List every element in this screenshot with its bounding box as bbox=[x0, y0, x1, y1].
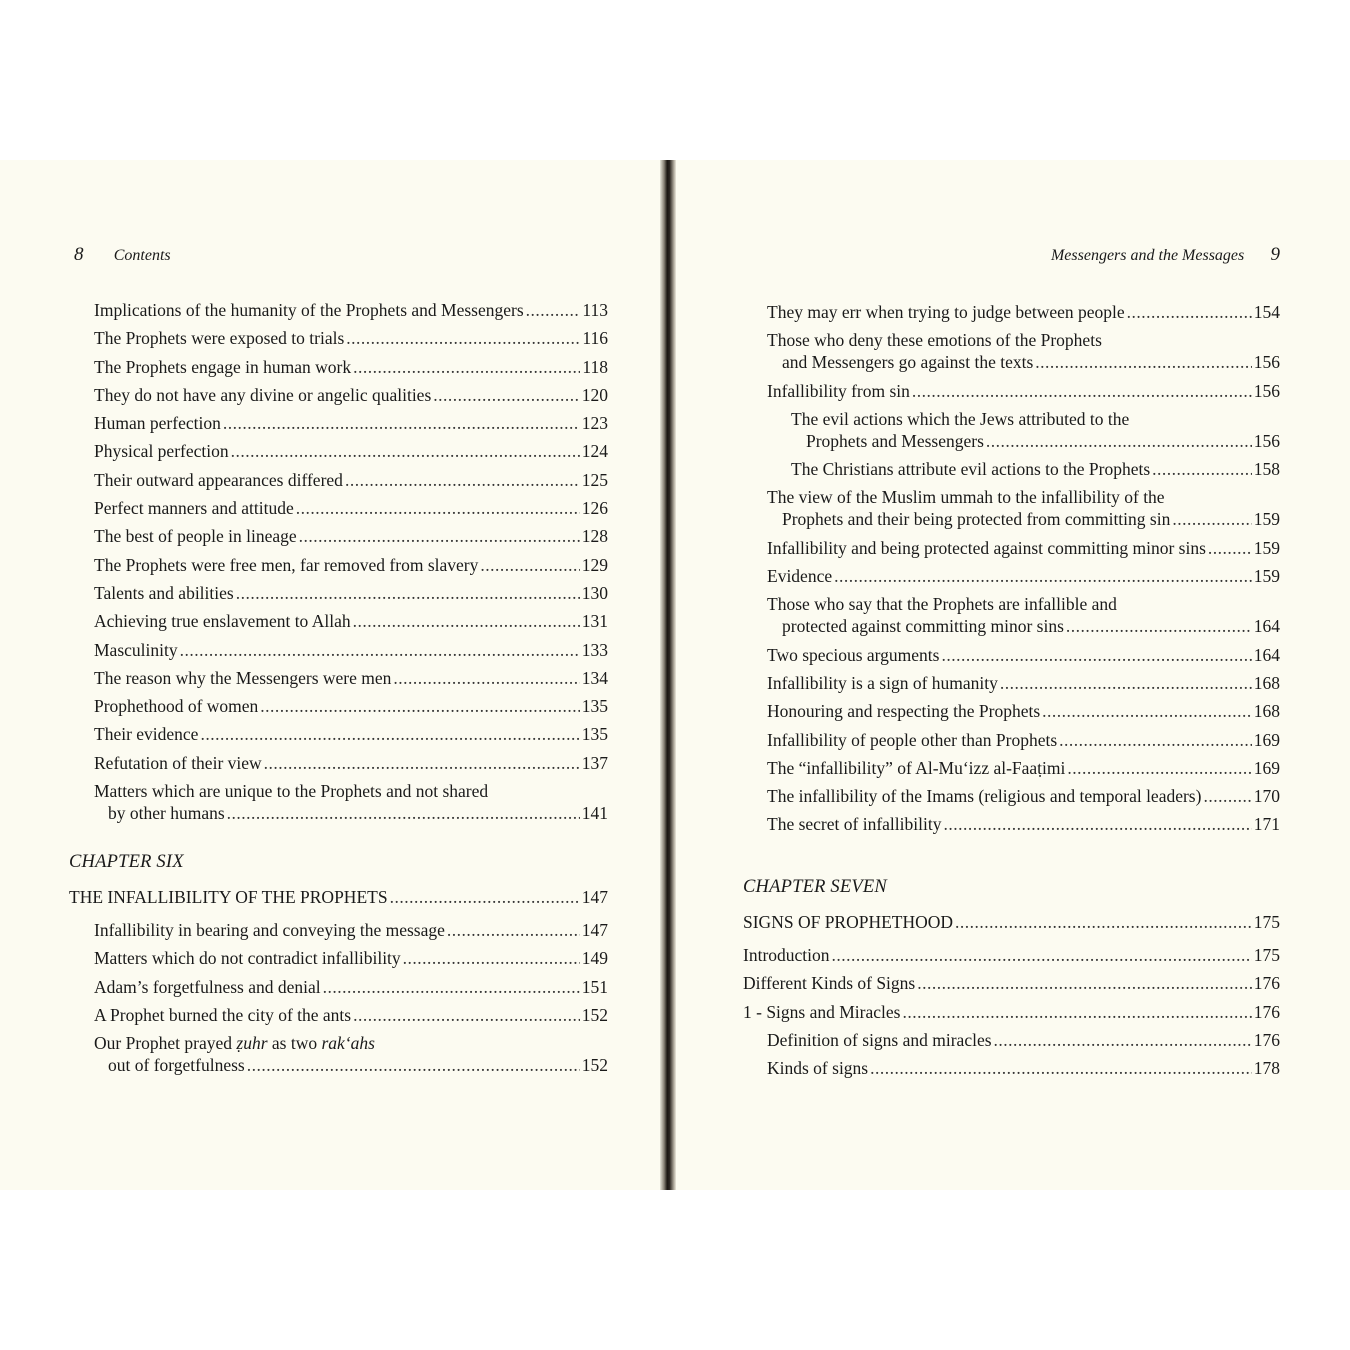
leader-dots bbox=[200, 723, 579, 745]
leader-dots bbox=[223, 412, 580, 434]
toc-entry bbox=[767, 757, 1280, 779]
toc-entry bbox=[94, 976, 608, 998]
right-toc-list-chapter-seven bbox=[743, 944, 1280, 1085]
toc-entry-page: 169 bbox=[1253, 757, 1280, 778]
toc-entry-title: The infallibility of the Imams (religious and temporal leaders) bbox=[767, 786, 1202, 807]
toc-entry-page: 128 bbox=[581, 526, 608, 547]
leader-dots bbox=[955, 911, 1252, 933]
leader-dots bbox=[1203, 785, 1251, 807]
toc-entry-page: 126 bbox=[581, 498, 608, 519]
toc-entry-page: 124 bbox=[581, 441, 608, 462]
toc-entry-page: 130 bbox=[581, 582, 608, 603]
chapter-title-page: 147 bbox=[581, 887, 608, 907]
leader-dots bbox=[393, 667, 579, 689]
toc-entry bbox=[94, 723, 608, 745]
toc-entry bbox=[767, 1029, 1280, 1051]
leader-dots bbox=[526, 299, 581, 321]
toc-entry bbox=[94, 695, 608, 717]
toc-entry bbox=[94, 919, 608, 941]
toc-entry-title: Kinds of signs bbox=[767, 1058, 869, 1079]
right-page-header bbox=[1024, 244, 1280, 266]
toc-entry-page: 169 bbox=[1253, 729, 1280, 750]
toc-entry bbox=[94, 469, 608, 491]
toc-entry bbox=[767, 537, 1280, 559]
leader-dots bbox=[1172, 508, 1251, 530]
leader-dots bbox=[447, 919, 580, 941]
toc-entry-page: 168 bbox=[1253, 672, 1280, 693]
toc-entry-page: 159 bbox=[1253, 537, 1280, 558]
left-running-head: Contents bbox=[113, 247, 171, 264]
toc-entry-page: 164 bbox=[1253, 616, 1280, 637]
toc-entry bbox=[767, 593, 1280, 637]
toc-entry bbox=[743, 1001, 1280, 1023]
toc-entry-page: 159 bbox=[1253, 509, 1280, 530]
toc-entry-title: Our Prophet prayed ẓuhr as two rak‘ahs bbox=[94, 1033, 375, 1053]
toc-entry-page: 116 bbox=[582, 328, 608, 349]
toc-entry-title: out of forgetfulness bbox=[108, 1055, 245, 1075]
toc-entry-page: 158 bbox=[1253, 459, 1280, 480]
leader-dots bbox=[834, 565, 1252, 587]
toc-entry-page: 135 bbox=[581, 724, 608, 745]
toc-entry bbox=[94, 327, 608, 349]
leader-dots bbox=[227, 802, 580, 824]
leader-dots bbox=[832, 944, 1252, 966]
leader-dots bbox=[1000, 672, 1252, 694]
toc-entry bbox=[94, 639, 608, 661]
toc-entry bbox=[94, 412, 608, 434]
toc-entry-title: Masculinity bbox=[94, 639, 178, 660]
toc-entry-page: 156 bbox=[1253, 430, 1280, 451]
toc-entry bbox=[743, 944, 1280, 966]
leader-dots bbox=[1035, 351, 1251, 373]
toc-entry-page: 131 bbox=[581, 611, 608, 632]
right-toc-list bbox=[767, 301, 1280, 842]
toc-entry-title: Implications of the humanity of the Prophets and Messengers bbox=[94, 300, 524, 320]
toc-entry-title: Matters which do not contradict infallibility bbox=[94, 948, 401, 969]
toc-entry-page: 118 bbox=[582, 356, 608, 377]
left-toc-list bbox=[94, 299, 608, 780]
toc-entry-page: 178 bbox=[1253, 1058, 1280, 1079]
toc-entry-title: and Messengers go against the texts bbox=[782, 352, 1034, 373]
leader-dots bbox=[917, 972, 1252, 994]
toc-entry-page: 134 bbox=[581, 667, 608, 688]
leader-dots bbox=[296, 497, 580, 519]
right-page bbox=[676, 160, 1350, 1190]
toc-entry-page: 137 bbox=[581, 752, 608, 773]
toc-entry-title: Those who deny these emotions of the Prophets bbox=[767, 330, 1102, 351]
toc-entry bbox=[743, 972, 1280, 994]
leader-dots bbox=[1208, 537, 1252, 559]
left-page bbox=[0, 160, 660, 1190]
leader-dots bbox=[264, 752, 580, 774]
leader-dots bbox=[299, 525, 580, 547]
chapter-title-text: SIGNS OF PROPHETHOOD bbox=[743, 912, 954, 932]
toc-entry bbox=[94, 356, 608, 378]
chapter-title-page: 175 bbox=[1253, 912, 1280, 932]
toc-entry-title: Achieving true enslavement to Allah bbox=[94, 611, 351, 632]
toc-entry bbox=[767, 700, 1280, 722]
toc-entry bbox=[767, 565, 1280, 587]
toc-entry-title: Infallibility of people other than Prophets bbox=[767, 729, 1058, 750]
toc-entry-title: Definition of signs and miracles bbox=[767, 1029, 992, 1050]
chapter-six-title bbox=[69, 886, 608, 908]
left-toc-list-chapter-six bbox=[94, 919, 608, 1032]
toc-entry bbox=[767, 380, 1280, 402]
toc-entry-title: The Prophets were free men, far removed from slavery bbox=[94, 554, 479, 575]
leader-dots bbox=[260, 695, 579, 717]
toc-entry-page: 175 bbox=[1253, 945, 1280, 965]
toc-entry bbox=[767, 672, 1280, 694]
toc-entry-page: 154 bbox=[1253, 302, 1280, 322]
toc-entry bbox=[767, 644, 1280, 666]
leader-dots bbox=[345, 469, 580, 491]
left-page-header bbox=[74, 244, 171, 266]
leader-dots bbox=[236, 582, 580, 604]
leader-dots bbox=[1059, 729, 1252, 751]
toc-entry-title: Prophets and Messengers bbox=[806, 430, 984, 451]
leader-dots bbox=[403, 947, 580, 969]
leader-dots bbox=[346, 327, 580, 349]
leader-dots bbox=[1127, 301, 1252, 323]
toc-entry bbox=[94, 1004, 608, 1026]
toc-entry bbox=[767, 486, 1280, 530]
leader-dots bbox=[353, 356, 580, 378]
leader-dots bbox=[1066, 615, 1252, 637]
toc-entry bbox=[767, 813, 1280, 835]
toc-entry-page: 147 bbox=[581, 920, 608, 940]
toc-entry-zuhr bbox=[94, 1032, 608, 1076]
toc-entry bbox=[767, 301, 1280, 323]
toc-entry-title: Infallibility is a sign of humanity bbox=[767, 672, 998, 693]
toc-entry-page: 156 bbox=[1253, 380, 1280, 401]
chapter-title-text: THE INFALLIBILITY OF THE PROPHETS bbox=[69, 887, 388, 907]
toc-entry bbox=[791, 458, 1280, 480]
toc-entry-title: Infallibility in bearing and conveying the message bbox=[94, 920, 445, 940]
left-page-number: 8 bbox=[74, 244, 84, 265]
leader-dots bbox=[941, 644, 1251, 666]
toc-entry bbox=[94, 497, 608, 519]
toc-entry-title: The best of people in lineage bbox=[94, 526, 297, 547]
toc-entry bbox=[767, 1057, 1280, 1079]
toc-entry-page: 176 bbox=[1253, 1001, 1280, 1022]
toc-entry-page: 170 bbox=[1253, 786, 1280, 807]
toc-entry-title: Evidence bbox=[767, 566, 833, 587]
leader-dots bbox=[994, 1029, 1252, 1051]
leader-dots bbox=[353, 1004, 580, 1026]
leader-dots bbox=[390, 886, 580, 908]
toc-entry-title: Introduction bbox=[743, 945, 830, 965]
leader-dots bbox=[353, 610, 580, 632]
toc-entry bbox=[94, 554, 608, 576]
toc-entry bbox=[94, 384, 608, 406]
toc-entry-title: The reason why the Messengers were men bbox=[94, 667, 392, 688]
chapter-seven-title bbox=[743, 911, 1280, 933]
right-running-head: Messengers and the Messages bbox=[1050, 247, 1245, 264]
toc-entry bbox=[94, 947, 608, 969]
toc-entry-page: 133 bbox=[581, 639, 608, 660]
toc-entry-page: 156 bbox=[1253, 352, 1280, 373]
right-page-number: 9 bbox=[1270, 244, 1280, 265]
toc-entry-page: 171 bbox=[1253, 814, 1280, 835]
leader-dots bbox=[870, 1057, 1252, 1079]
chapter-seven-label: CHAPTER SEVEN bbox=[743, 877, 887, 897]
toc-entry-title: The “infallibility” of Al-Mu‘izz al-Faaṭimi bbox=[767, 757, 1066, 778]
toc-entry-page: 120 bbox=[581, 384, 608, 405]
toc-entry-page: 164 bbox=[1253, 644, 1280, 665]
toc-entry-page: 152 bbox=[581, 1004, 608, 1025]
toc-entry-page: 113 bbox=[582, 300, 608, 320]
toc-entry-title: The view of the Muslim ummah to the infallibility of the bbox=[767, 487, 1165, 508]
toc-entry-title: Those who say that the Prophets are infallible and bbox=[767, 594, 1117, 615]
toc-entry-title: The evil actions which the Jews attributed to the bbox=[791, 408, 1130, 429]
toc-entry-page: 129 bbox=[581, 554, 608, 575]
toc-entry-title: Infallibility from sin bbox=[767, 380, 910, 401]
toc-entry-title: The Prophets engage in human work bbox=[94, 356, 352, 377]
toc-entry bbox=[94, 440, 608, 462]
toc-entry bbox=[94, 525, 608, 547]
toc-entry bbox=[767, 729, 1280, 751]
toc-entry bbox=[94, 299, 608, 321]
toc-entry-page: 151 bbox=[581, 976, 608, 997]
toc-entry bbox=[791, 408, 1280, 452]
toc-entry-page: 152 bbox=[581, 1055, 608, 1075]
toc-entry-title: Matters which are unique to the Prophets and not shared bbox=[94, 781, 489, 801]
leader-dots bbox=[912, 380, 1252, 402]
leader-dots bbox=[1067, 757, 1251, 779]
leader-dots bbox=[247, 1054, 580, 1076]
toc-entry-page: 176 bbox=[1253, 973, 1280, 994]
toc-entry-title: Their outward appearances differed bbox=[94, 469, 343, 490]
toc-entry-page: 176 bbox=[1253, 1029, 1280, 1050]
toc-entry-page: 149 bbox=[581, 948, 608, 969]
toc-entry-title: Perfect manners and attitude bbox=[94, 498, 294, 519]
toc-entry-page: 168 bbox=[1253, 701, 1280, 722]
leader-dots bbox=[1152, 458, 1252, 480]
toc-entry-title: Different Kinds of Signs bbox=[743, 973, 916, 994]
toc-entry-title: Prophets and their being protected from committing sin bbox=[782, 509, 1171, 530]
toc-entry-title: Honouring and respecting the Prophets bbox=[767, 701, 1041, 722]
toc-entry-page: 141 bbox=[581, 803, 608, 823]
toc-entry-title: Infallibility and being protected against committing minor sins bbox=[767, 537, 1206, 558]
chapter-six-label: CHAPTER SIX bbox=[69, 852, 184, 872]
toc-entry bbox=[94, 752, 608, 774]
toc-entry-title: Physical perfection bbox=[94, 441, 229, 462]
toc-entry-title: Their evidence bbox=[94, 724, 199, 745]
leader-dots bbox=[180, 639, 580, 661]
toc-entry-unique-matters bbox=[94, 780, 608, 824]
toc-entry-title: Human perfection bbox=[94, 413, 221, 434]
toc-entry-title: A Prophet burned the city of the ants bbox=[94, 1004, 352, 1025]
toc-entry bbox=[94, 667, 608, 689]
leader-dots bbox=[1042, 700, 1252, 722]
toc-entry bbox=[767, 329, 1280, 373]
book-gutter bbox=[660, 160, 676, 1190]
toc-entry-title: The Christians attribute evil actions to the Prophets bbox=[791, 459, 1151, 480]
toc-entry-title: Talents and abilities bbox=[94, 582, 234, 603]
toc-entry-title: The secret of infallibility bbox=[767, 814, 942, 835]
toc-entry-title: 1 - Signs and Miracles bbox=[743, 1001, 901, 1022]
leader-dots bbox=[943, 813, 1251, 835]
leader-dots bbox=[323, 976, 580, 998]
toc-entry-title: Adam’s forgetfulness and denial bbox=[94, 976, 321, 997]
toc-entry-title: They do not have any divine or angelic qualities bbox=[94, 384, 432, 405]
leader-dots bbox=[902, 1001, 1251, 1023]
toc-entry-page: 125 bbox=[581, 469, 608, 490]
toc-entry-page: 123 bbox=[581, 413, 608, 434]
toc-entry-title: They may err when trying to judge between people bbox=[767, 302, 1125, 322]
toc-entry bbox=[94, 610, 608, 632]
toc-entry-title: The Prophets were exposed to trials bbox=[94, 328, 345, 349]
toc-entry-title: Prophethood of women bbox=[94, 696, 259, 717]
toc-entry-page: 159 bbox=[1253, 566, 1280, 587]
leader-dots bbox=[231, 440, 580, 462]
leader-dots bbox=[480, 554, 579, 576]
toc-entry-title: Refutation of their view bbox=[94, 752, 262, 773]
toc-entry-title: by other humans bbox=[108, 803, 225, 823]
leader-dots bbox=[986, 430, 1252, 452]
toc-entry-title: Two specious arguments bbox=[767, 644, 940, 665]
toc-entry bbox=[94, 582, 608, 604]
toc-entry-title: protected against committing minor sins bbox=[782, 616, 1064, 637]
toc-entry-page: 135 bbox=[581, 696, 608, 717]
toc-entry bbox=[767, 785, 1280, 807]
leader-dots bbox=[433, 384, 579, 406]
